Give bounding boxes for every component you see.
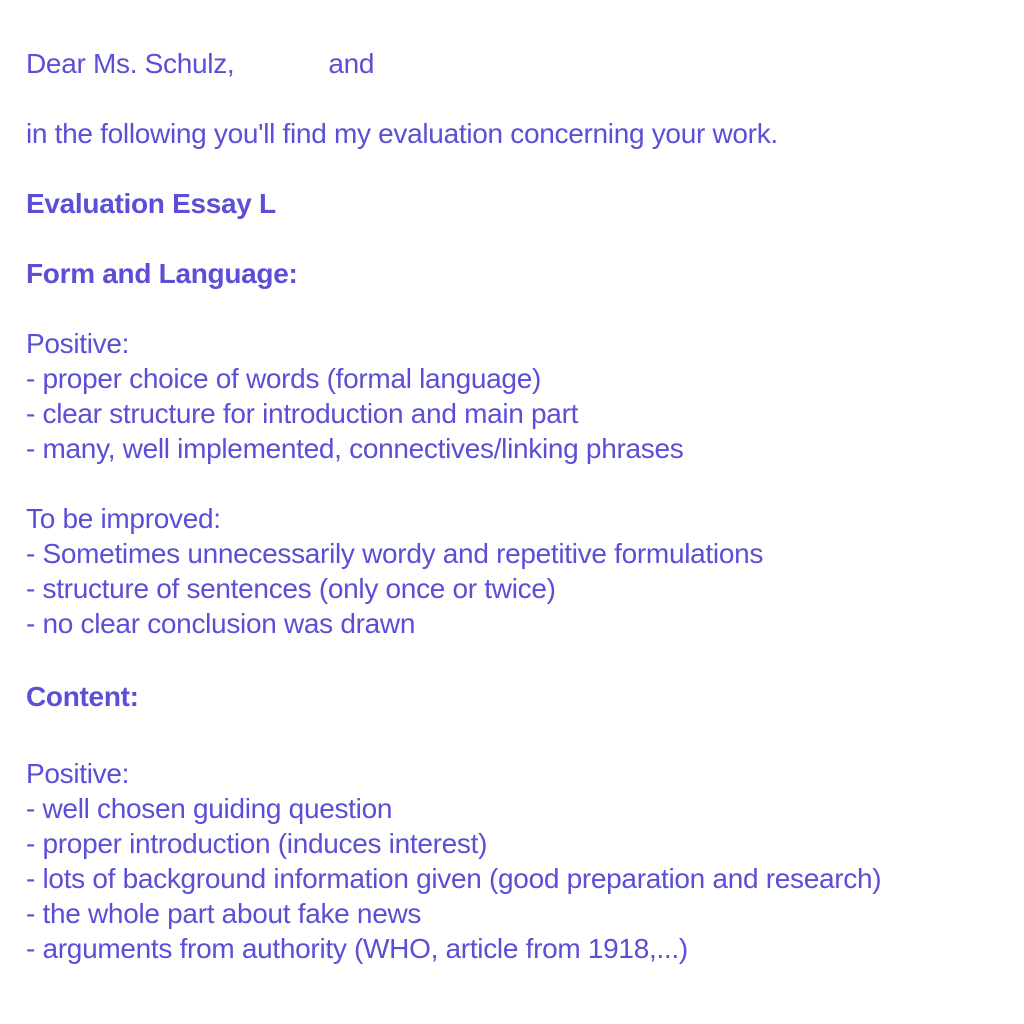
greeting-conjunction: and: [328, 48, 375, 79]
list-item: - structure of sentences (only once or twice): [26, 573, 556, 604]
list-item: - clear structure for introduction and main part: [26, 398, 579, 429]
section-heading-content: Content:: [26, 681, 139, 712]
group-label-positive: Positive:: [26, 758, 130, 789]
list-item: - Sometimes unnecessarily wordy and repetitive formulations: [26, 538, 764, 569]
list-item: - well chosen guiding question: [26, 793, 393, 824]
greeting-salutation: Dear Ms. Schulz,: [26, 48, 235, 79]
group-label-to-be-improved: To be improved:: [26, 503, 221, 534]
intro-text: in the following you'll find my evaluation concerning your work.: [26, 118, 778, 149]
greeting-line: [26, 46, 374, 82]
list-item: - proper choice of words (formal language): [26, 363, 541, 394]
list-item: - no clear conclusion was drawn: [26, 608, 416, 639]
document-title: Evaluation Essay L: [26, 188, 276, 219]
group-label-positive: Positive:: [26, 328, 130, 359]
list-item: - the whole part about fake news: [26, 898, 422, 929]
list-item: - arguments from authority (WHO, article from 1918,...): [26, 933, 688, 964]
list-item: - many, well implemented, connectives/linking phrases: [26, 433, 684, 464]
list-item: - lots of background information given (good preparation and research): [26, 863, 882, 894]
section-heading-form-language: Form and Language:: [26, 258, 298, 289]
list-item: - proper introduction (induces interest): [26, 828, 488, 859]
